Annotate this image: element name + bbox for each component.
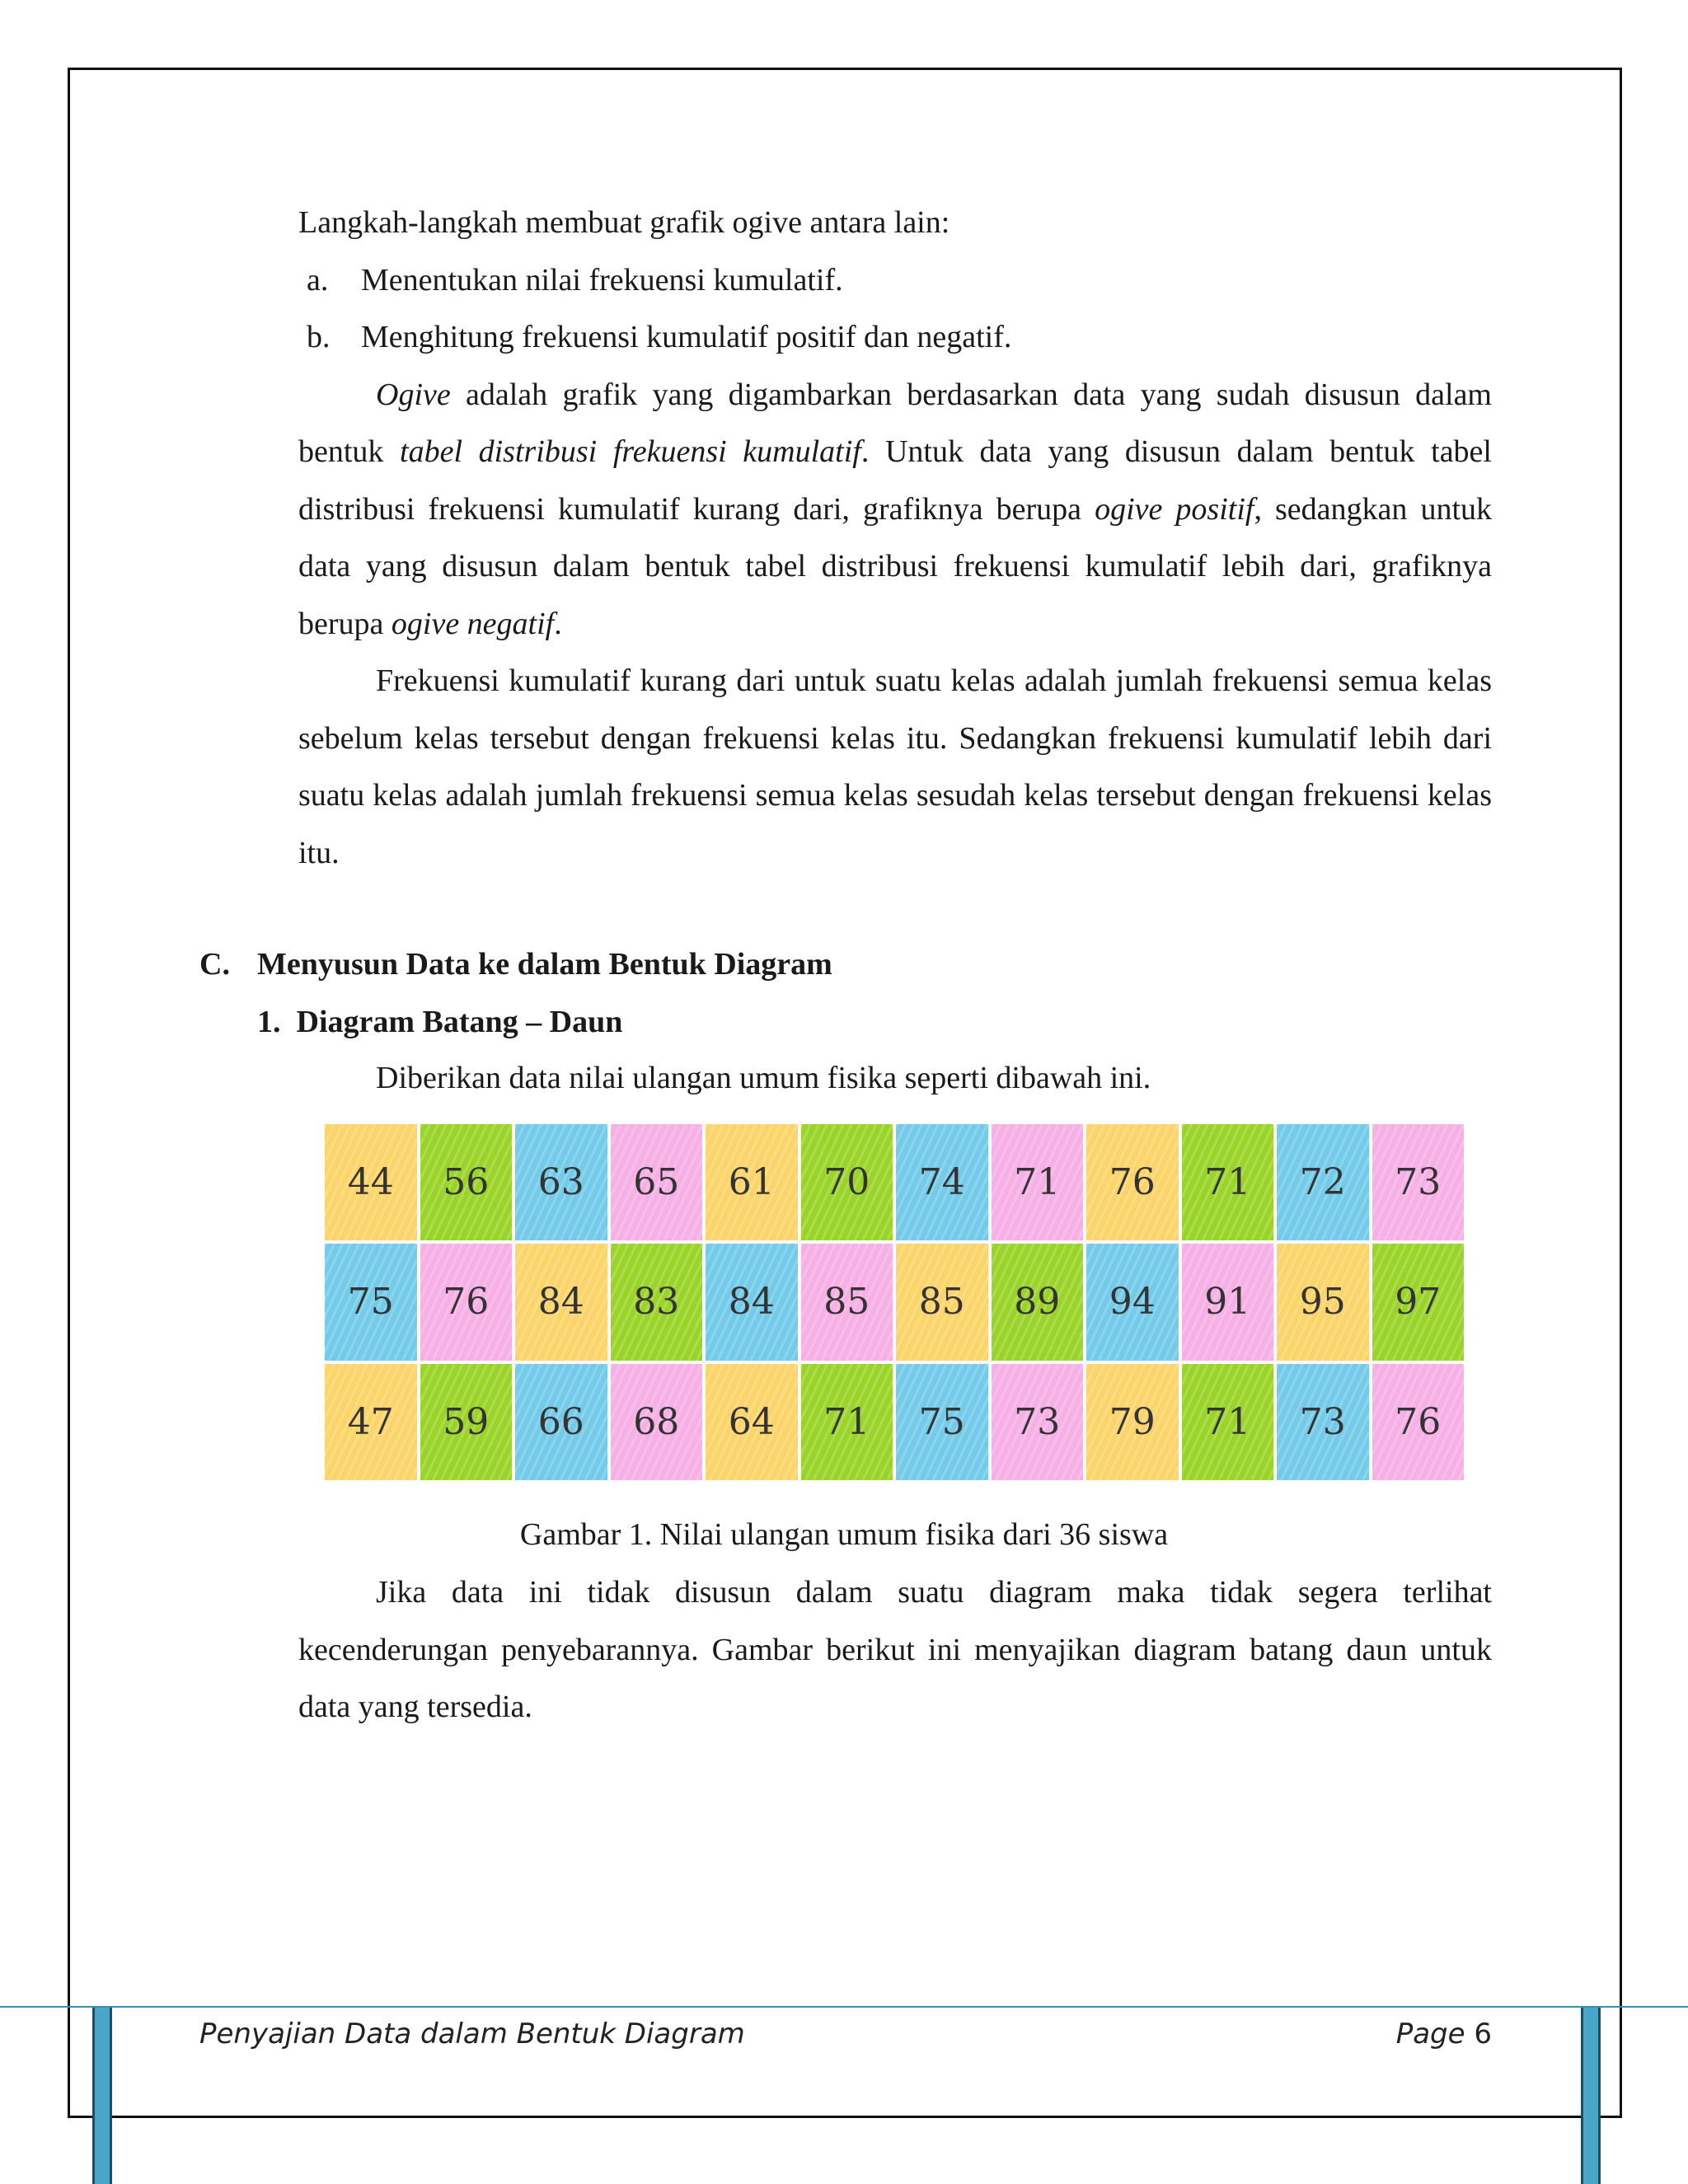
footer-divider xyxy=(0,2006,1688,2008)
section-heading xyxy=(199,936,832,994)
ogive-text-2: . Untuk data yang disusun dalam bentuk tabel distribusi frekuensi kumulatif kurang dari, grafiknya berupa xyxy=(298,434,1492,527)
score-cell: 73 xyxy=(992,1364,1084,1480)
page-label: Page xyxy=(1395,2018,1465,2050)
frequency-paragraph: Frekuensi kumulatif kurang dari untuk suatu kelas adalah jumlah frekuensi semua kelas sebelum kelas tersebut dengan frekuensi kelas itu. Sedangkan frekuensi kumulatif lebih dari suatu kelas adalah jumlah frekuensi semua kelas sesudah kelas tersebut dengan frekuensi kelas itu. xyxy=(298,663,1492,870)
score-cell: 85 xyxy=(896,1244,988,1360)
ogive-paragraph xyxy=(298,367,1492,654)
score-cell: 84 xyxy=(706,1244,798,1360)
score-cell: 76 xyxy=(1372,1364,1465,1480)
body-text xyxy=(298,194,1492,882)
footer-right-bar xyxy=(1581,2008,1601,2184)
score-cell: 73 xyxy=(1277,1364,1369,1480)
score-cell: 71 xyxy=(1182,1124,1274,1240)
steps-intro: Langkah-langkah membuat grafik ogive antara lain: xyxy=(298,205,950,240)
score-cell: 75 xyxy=(896,1364,988,1480)
subsection-heading: 1. Diagram Batang – Daun xyxy=(257,1005,623,1039)
figure-caption: Gambar 1. Nilai ulangan umum fisika dari 36 siswa xyxy=(519,1517,1169,1552)
score-cell: 61 xyxy=(706,1124,798,1240)
score-cell: 64 xyxy=(706,1364,798,1480)
score-cell: 59 xyxy=(420,1364,513,1480)
score-cell: 71 xyxy=(801,1364,893,1480)
score-cell: 89 xyxy=(992,1244,1084,1360)
list-item-text: Menentukan nilai frekuensi kumulatif. xyxy=(361,262,843,298)
list-item-text: Menghitung frekuensi kumulatif positif dan negatif. xyxy=(361,320,1012,354)
closing-paragraph: Jika data ini tidak disusun dalam suatu diagram maka tidak segera terlihat kecenderungan penyebarannya. Gambar berikut ini menyajikan diagram batang daun untuk data yang tersedia. xyxy=(298,1575,1492,1724)
score-cell: 91 xyxy=(1182,1244,1274,1360)
score-cell: 83 xyxy=(611,1244,703,1360)
ogive-text-4: . xyxy=(554,606,562,641)
ogive-emphasis-1: tabel distribusi frekuensi kumulatif xyxy=(400,434,861,469)
list-marker: a. xyxy=(307,262,329,298)
score-cell: 84 xyxy=(515,1244,607,1360)
score-cell: 95 xyxy=(1277,1244,1369,1360)
score-cell: 94 xyxy=(1086,1244,1179,1360)
closing-text xyxy=(298,1564,1492,1736)
score-cell: 74 xyxy=(896,1124,988,1240)
ogive-emphasis-2: ogive positif xyxy=(1095,491,1254,527)
score-cell: 56 xyxy=(420,1124,513,1240)
score-cell: 76 xyxy=(420,1244,513,1360)
score-cell: 44 xyxy=(325,1124,417,1240)
data-intro: Diberikan data nilai ulangan umum fisika seperti dibawah ini. xyxy=(376,1061,1151,1095)
section-marker: C. xyxy=(199,947,230,982)
section-title: Menyusun Data ke dalam Bentuk Diagram xyxy=(257,947,832,982)
score-cell: 71 xyxy=(992,1124,1084,1240)
ogive-term: Ogive xyxy=(376,377,451,412)
score-cell: 85 xyxy=(801,1244,893,1360)
score-cell: 65 xyxy=(611,1124,703,1240)
score-cell: 66 xyxy=(515,1364,607,1480)
score-cell: 75 xyxy=(325,1244,417,1360)
score-cell: 72 xyxy=(1277,1124,1369,1240)
score-cell: 47 xyxy=(325,1364,417,1480)
footer-title: Penyajian Data dalam Bentuk Diagram xyxy=(199,2018,745,2050)
score-cell: 71 xyxy=(1182,1364,1274,1480)
footer-page-number xyxy=(1396,2018,1492,2050)
footer-left-bar xyxy=(92,2008,112,2184)
list-item xyxy=(298,252,1492,310)
list-item xyxy=(298,309,1492,367)
list-marker: b. xyxy=(307,320,331,354)
score-cell: 76 xyxy=(1086,1124,1179,1240)
score-cell: 73 xyxy=(1372,1124,1465,1240)
score-cell: 63 xyxy=(515,1124,607,1240)
page-number: 6 xyxy=(1474,2018,1492,2050)
ogive-text-1: adalah grafik yang digambarkan berdasarkan data yang sudah disusun dalam bentuk xyxy=(298,377,1492,469)
score-cell: 70 xyxy=(801,1124,893,1240)
ogive-emphasis-3: ogive negatif xyxy=(391,606,555,641)
ogive-text-3: , sedangkan untuk data yang disusun dalam bentuk tabel distribusi frekuensi kumulatif lebih dari, grafiknya berupa xyxy=(298,491,1493,641)
score-cell: 79 xyxy=(1086,1364,1179,1480)
score-cell: 97 xyxy=(1372,1244,1465,1360)
score-cell: 68 xyxy=(611,1364,703,1480)
score-grid-figure xyxy=(325,1124,1464,1480)
